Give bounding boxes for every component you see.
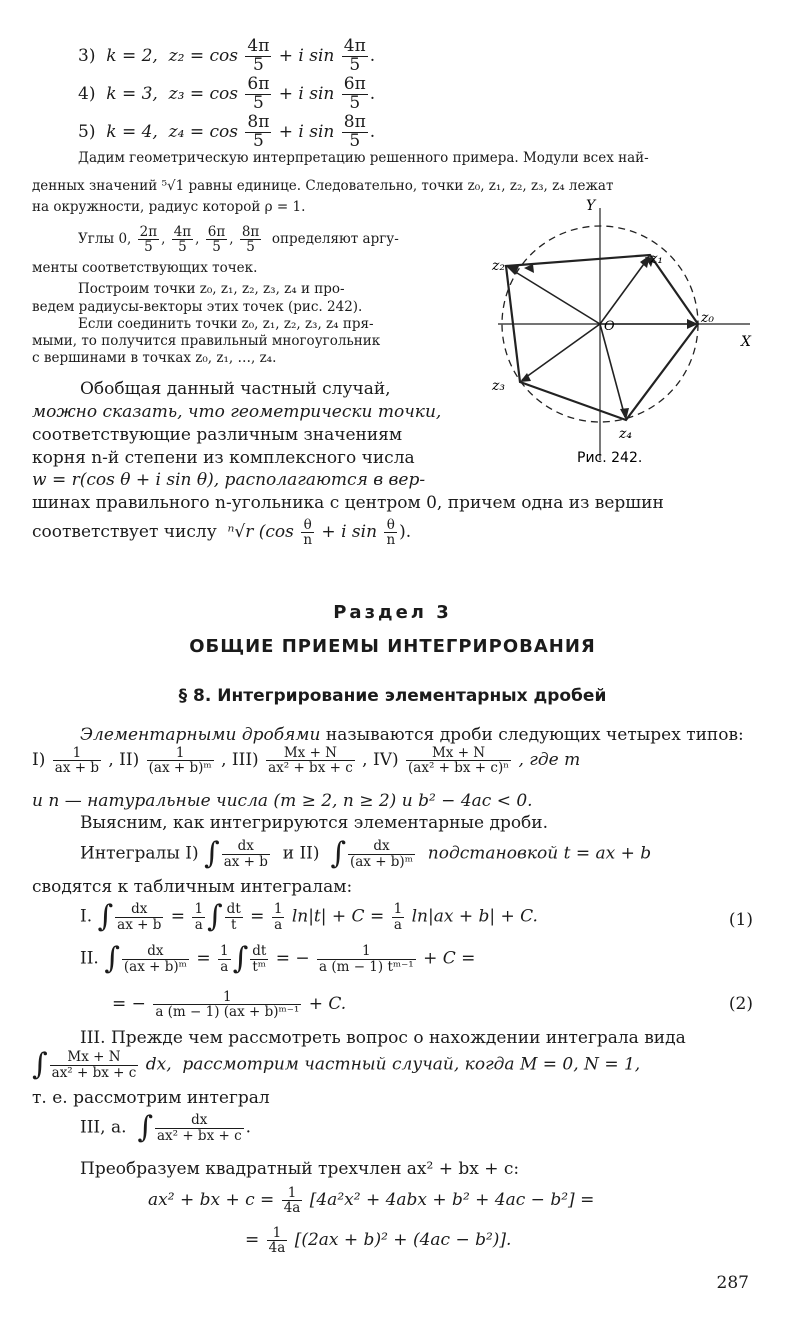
pentagon [506,255,698,420]
natural-numbers-line: и n — натуральные числа (m ≥ 2, n ≥ 2) и b² − 4ac < 0. [32,791,533,811]
case-iii-line2: ∫ $\frac{Mx + N}{\text{ax² + bx + c}}$ dx, рассмотрим частный случай, когда M = 0, N = 1, [32,1047,641,1082]
figure-pentagon [478,198,768,478]
vector-z1 [600,257,649,324]
construct-line4: мыми, то получится правильный многоугольник [32,333,381,349]
x-axis-label: X [741,334,751,350]
geom-para-line1: Дадим геометрическую интерпретацию решенного примера. Модули всех най- [78,150,649,166]
page-number: 287 [716,1273,749,1293]
label-z3: z₃ [492,378,505,394]
formula-k3: 4) k = 3, z₃ = cos $\frac{6\pi}{5}$ + i sin $\frac{6\pi}{5}$ . [78,74,376,113]
formula-k4: 5) k = 4, z₄ = cos $\frac{8\pi}{5}$ + i sin $\frac{8\pi}{5}$ . [78,112,376,151]
transform-eq1: ax² + bx + c = $\frac{1}{4a}$ [4a²x² + 4abx + b² + 4ac − b²] = [148,1185,595,1217]
case-iii-a: III, a. ∫ $\frac{dx}{\text{ax² + bx + c}}$ . [80,1110,252,1145]
vector-z4 [600,324,625,417]
geom-para-line3: на окружности, радиус которой ρ = 1. [32,199,306,215]
origin-label: O [604,319,615,334]
integrals-line: Интегралы I) ∫ $\frac{dx}{ax + b}$ и II) ∫ $\frac{dx}{\text{(ax + b)ᵐ}}$ подстановкой t = ax + b [80,836,652,871]
general-line6: шинах правильного n-угольника с центром 0, причем одна из вершин [32,493,664,513]
figure-caption: Рис. 242. [577,450,643,466]
angles-line1: Углы 0, $\frac{2\pi}{5}$ , $\frac{4\pi}{5}$ , $\frac{6\pi}{5}$ , $\frac{8\pi}{5}$ определяют аргу- [78,224,399,256]
label-z2: z₂ [492,258,505,274]
transform-eq2: = $\frac{1}{4a}$ [(2ax + b)² + (4ac − b²)]. [245,1225,512,1257]
construct-line5: с вершинами в точках z₀, z₁, …, z₄. [32,350,277,366]
case-iii-line3: т. е. рассмотрим интеграл [32,1088,270,1108]
general-line4: корня n-й степени из комплексного числа [32,448,415,468]
label-z1: z₁ [650,251,663,267]
label-z4: z₄ [619,426,632,442]
construct-line2: ведем радиусы-векторы этих точек (рис. 242). [32,299,363,315]
case-iii-line1: III. Прежде чем рассмотреть вопрос о нахождении интеграла вида [80,1028,686,1048]
fraction-types: I) $\frac{1}{ax + b}$ , II) $\frac{1}{\text{(ax + b)ᵐ}}$ , III) $\frac{Mx + N}{\text{ax² + bx + c}}$ , IV) $\frac{Mx + N}{\text{(ax² + bx + c)ⁿ}}$ , где m [32,745,581,777]
clarify-line: Выясним, как интегрируются элементарные дроби. [80,813,549,833]
general-line2: можно сказать, что геометрически точки, [32,402,442,422]
equation-2-cont: = − $\frac{1}{\text{a (m − 1) (ax + b)ᵐ⁻¹}}$ + C. [112,989,347,1021]
equation-2: II. ∫ $\frac{dx}{\text{(ax + b)ᵐ}}$ = $\frac{1}{a}$ ∫ $\frac{dt}{\text{tᵐ}}$ = − $\frac{1}{\text{a (m − 1) tᵐ⁻¹}}$ + C = [80,941,476,976]
vector-z3 [522,324,600,380]
def-line: Элементарными дробями называются дроби следующих четырех типов: [80,725,744,745]
label-z0: z₀ [701,310,714,326]
section-label: Раздел 3 [333,602,452,623]
y-axis-label: Y [586,198,596,214]
transform-line: Преобразуем квадратный трехчлен ax² + bx + c: [80,1159,520,1179]
construct-line1: Построим точки z₀, z₁, z₂, z₃, z₄ и про- [78,281,345,297]
section-title: ОБЩИЕ ПРИЕМЫ ИНТЕГРИРОВАНИЯ [189,636,596,657]
equation-1-number: (1) [728,910,753,930]
vector-z2 [509,268,600,324]
table-integrals-line: сводятся к табличным интегралам: [32,877,353,897]
formula-k2: 3) k = 2, z₂ = cos $\frac{4\pi}{5}$ + i sin $\frac{4\pi}{5}$ . [78,36,376,75]
general-line1: Обобщая данный частный случай, [80,379,391,399]
equation-2-number: (2) [728,994,753,1014]
construct-line3: Если соединить точки z₀, z₁, z₂, z₃, z₄ пря- [78,316,374,332]
paragraph-title: § 8. Интегрирование элементарных дробей [178,686,607,706]
general-line5: w = r(cos θ + i sin θ), располагаются в вер- [32,470,426,490]
geom-para-line2: денных значений ⁵√1 равны единице. Следовательно, точки z₀, z₁, z₂, z₃, z₄ лежат [32,178,614,194]
angles-line2: менты соответствующих точек. [32,260,258,276]
general-line7: соответствует числу ⁿ√r (cos $\frac{\theta}{n}$ + i sin $\frac{\theta}{n}$ ). [32,517,412,549]
general-line3: соответствующие различным значениям [32,425,403,445]
equation-1: I. ∫ $\frac{dx}{ax + b}$ = $\frac{1}{a}$ ∫ $\frac{dt}{t}$ = $\frac{1}{a}$ ln|t| + C = $\frac{1}{a}$ ln|ax + b| + C. [80,899,538,934]
